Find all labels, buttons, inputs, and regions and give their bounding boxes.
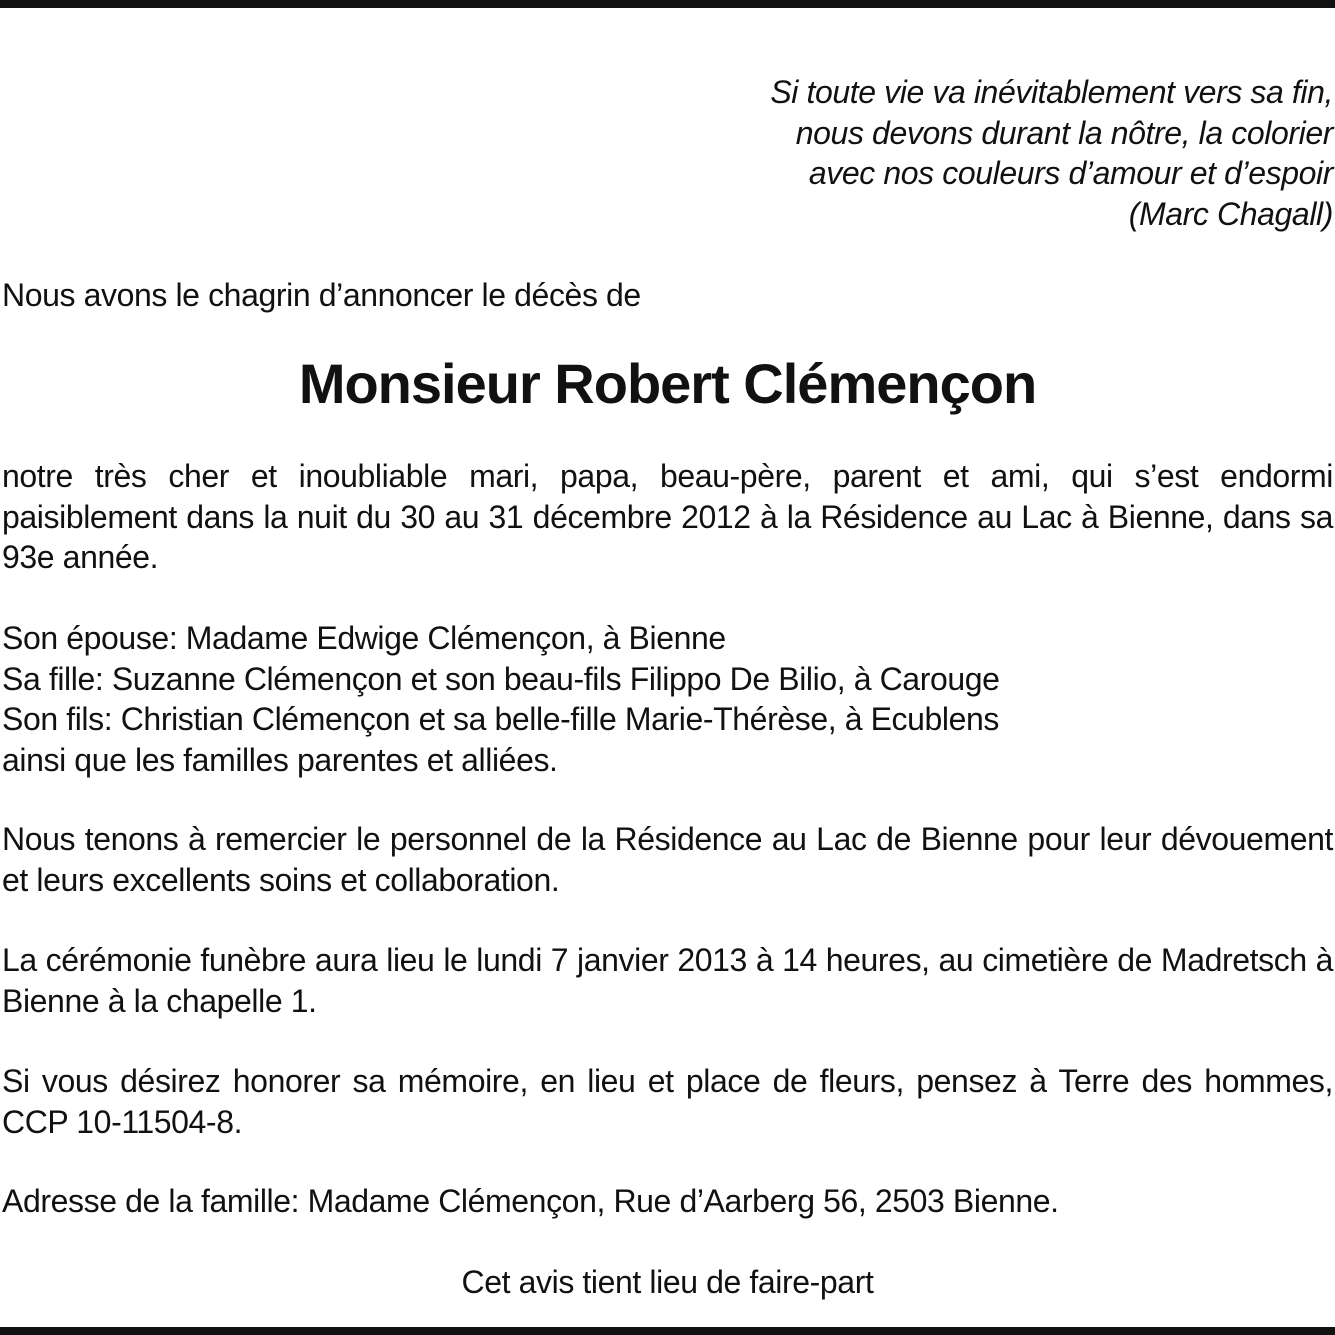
epigraph-quote xyxy=(533,72,1333,234)
quote-line: nous devons durant la nôtre, la colorier xyxy=(795,114,1333,151)
family-member-spouse: Son épouse: Madame Edwige Clémençon, à Bienne xyxy=(2,620,726,656)
bottom-border-rule xyxy=(0,1327,1335,1335)
family-member-son: Son fils: Christian Clémençon et sa belle-fille Marie-Thérèse, à Ecublens xyxy=(2,701,1000,737)
closing-note: Cet avis tient lieu de faire-part xyxy=(461,1264,874,1300)
deceased-name: Monsieur Robert Clémençon xyxy=(298,352,1037,415)
donation-paragraph: Si vous désirez honorer sa mémoire, en lieu et place de fleurs, pensez à Terre des hommes, CCP 10-11504-8. xyxy=(2,1063,1333,1140)
announcement-intro: Nous avons le chagrin d’annoncer le décès de xyxy=(2,277,641,313)
quote-line: Si toute vie va inévitablement vers sa fin, xyxy=(770,74,1333,110)
tribute-paragraph: notre très cher et inoubliable mari, papa, beau-père, parent et ami, qui s’est endormi paisiblement dans la nuit du 30 au 31 décembre 2012 à la Résidence au Lac à Bienne, dans sa 93e année. xyxy=(2,458,1333,575)
top-border-rule xyxy=(0,0,1335,8)
quote-attribution: (Marc Chagall) xyxy=(1128,195,1333,232)
family-list xyxy=(2,618,1333,780)
thanks-paragraph: Nous tenons à remercier le personnel de la Résidence au Lac de Bienne pour leur dévouement et leurs excellents soins et collaboration. xyxy=(2,821,1333,898)
family-member-daughter: Sa fille: Suzanne Clémençon et son beau-fils Filippo De Bilio, à Carouge xyxy=(2,660,1000,697)
family-relatives: ainsi que les familles parentes et alliées. xyxy=(2,741,558,778)
ceremony-paragraph: La cérémonie funèbre aura lieu le lundi 7 janvier 2013 à 14 heures, au cimetière de Madretsch à Bienne à la chapelle 1. xyxy=(2,942,1333,1019)
quote-line: avec nos couleurs d’amour et d’espoir xyxy=(808,155,1333,191)
family-address: Adresse de la famille: Madame Clémençon, Rue d’Aarberg 56, 2503 Bienne. xyxy=(2,1183,1059,1219)
